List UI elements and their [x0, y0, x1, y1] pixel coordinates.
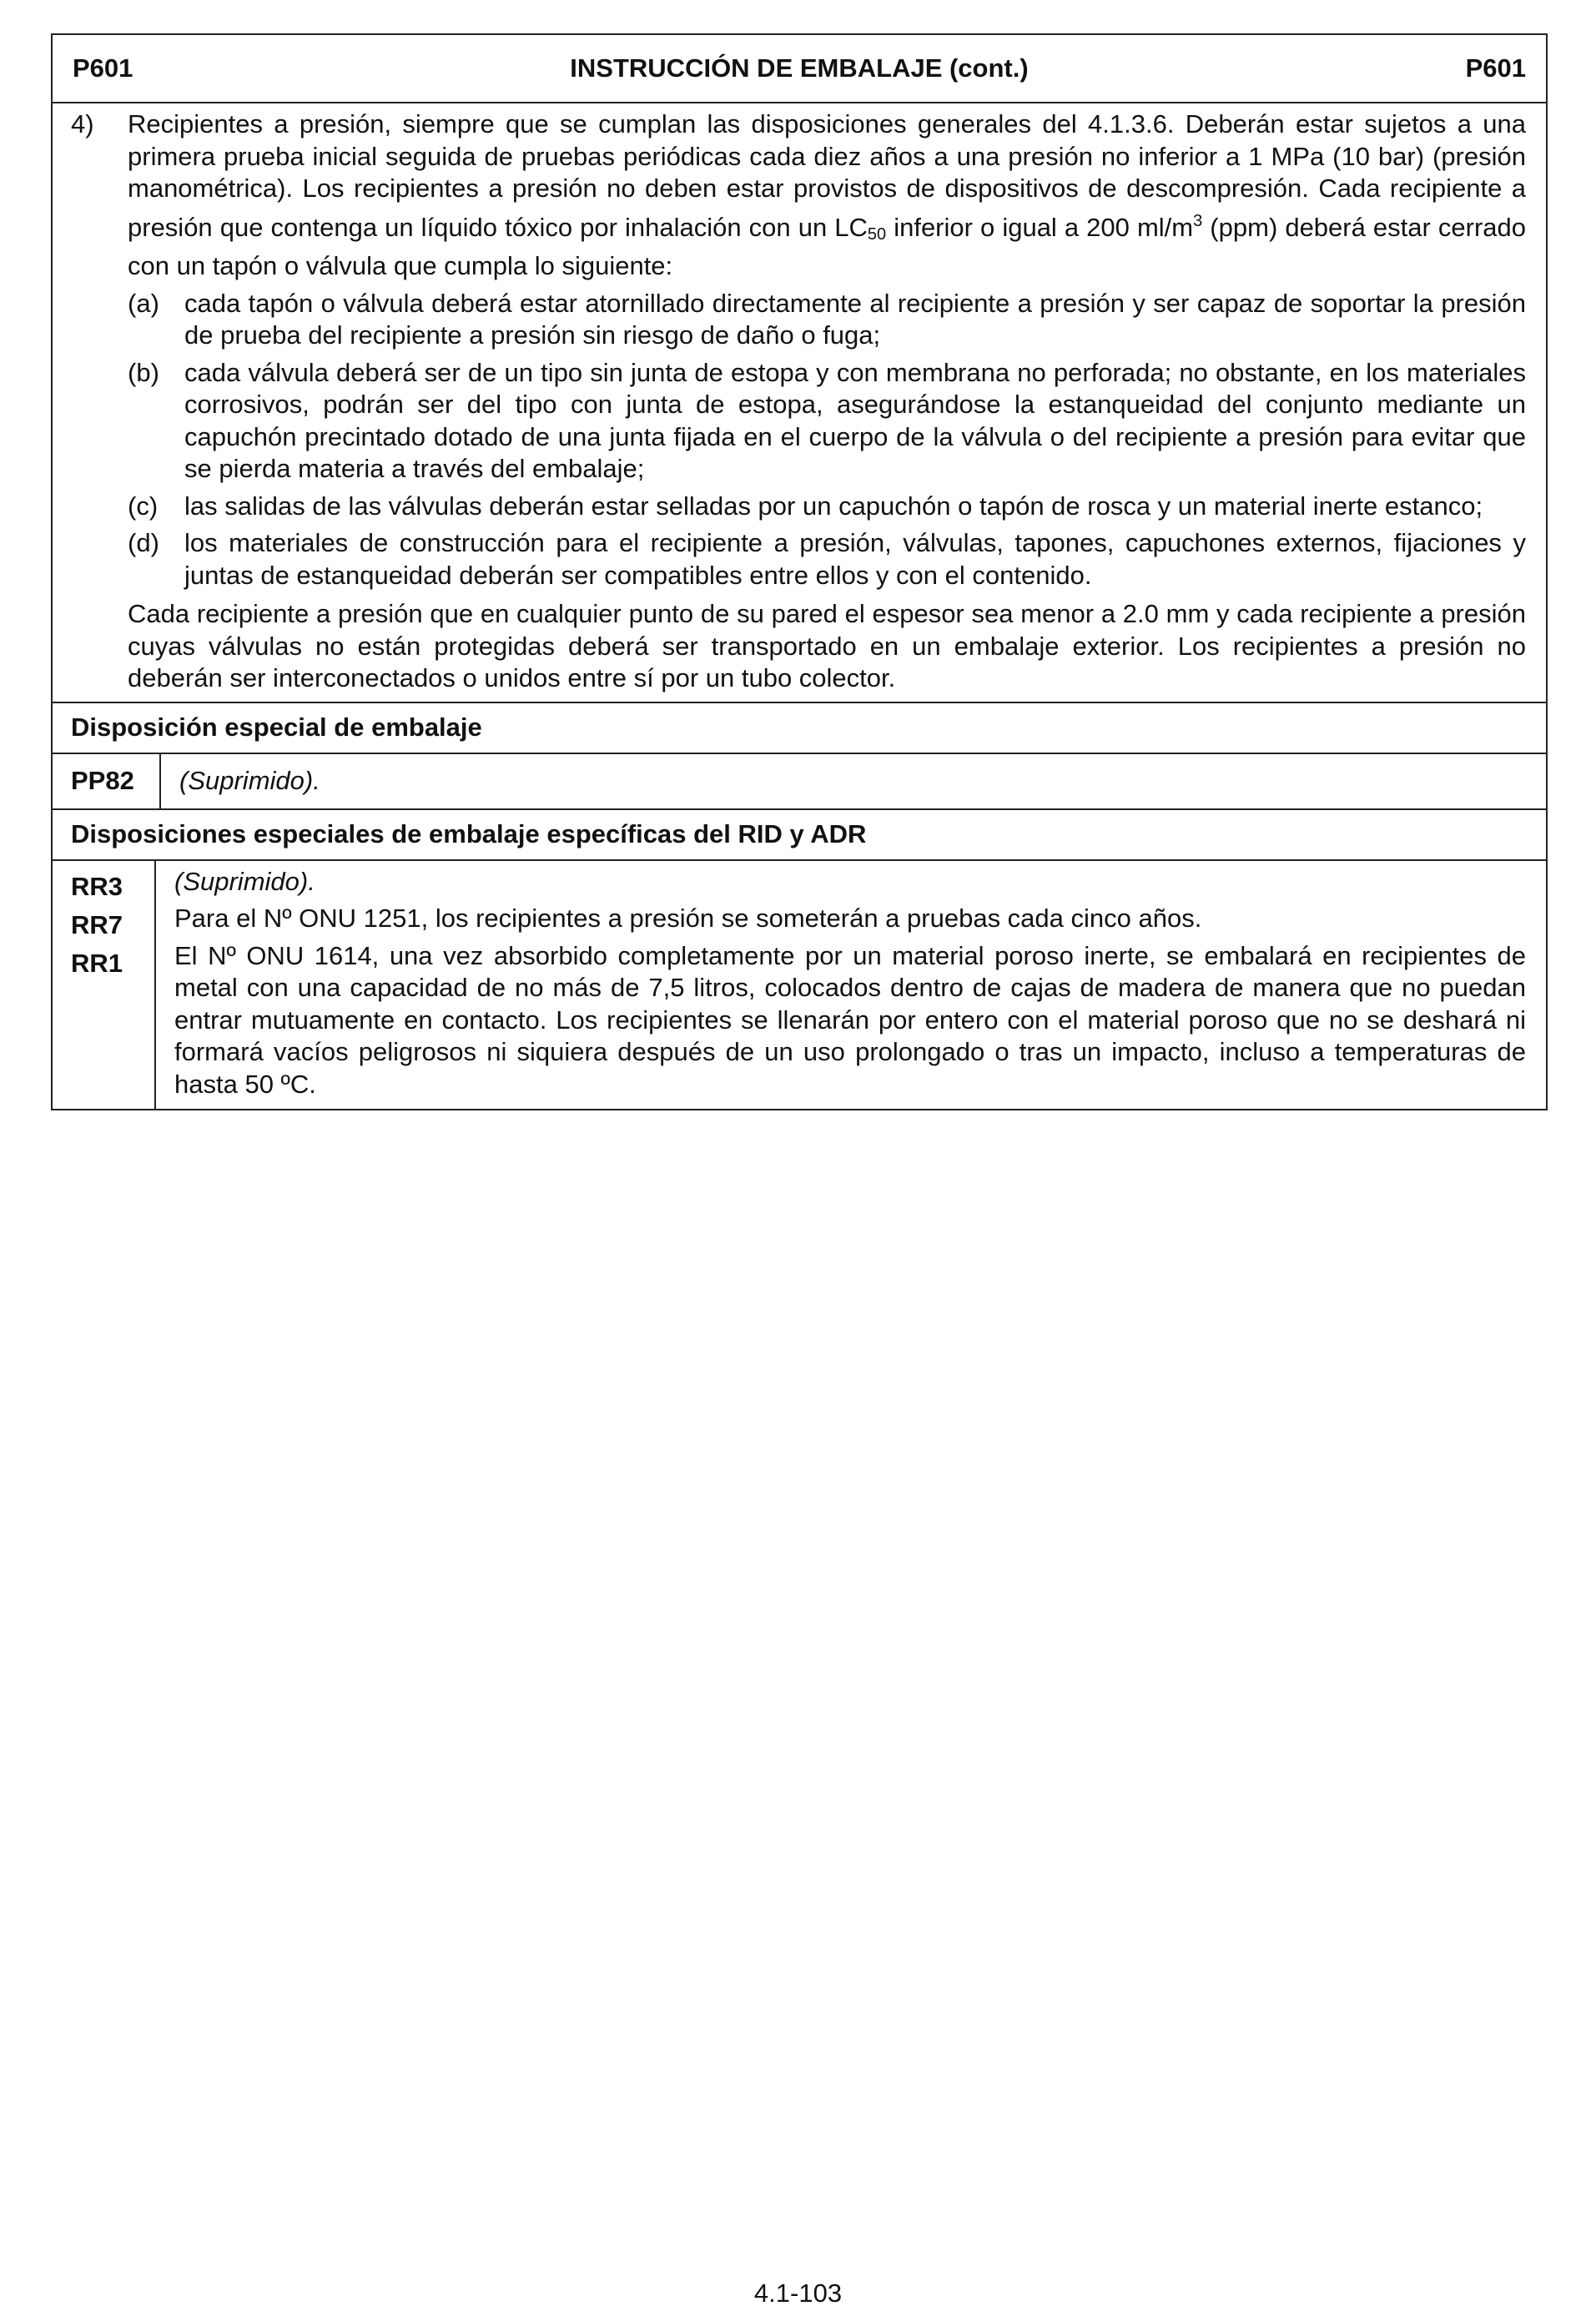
list-item: (b) cada válvula deberá ser de un tipo sin junta de estopa y con membrana no perforada; no obstante, en los materiales corrosivos, podrán ser del tipo con junta de estopa, asegurándose la estanqueidad del conjunto mediante un capuchón precintado dotado de una junta fijada en el cuerpo de la válvula o del recipiente a presión para evitar que se pierda materia a través del embalaje; [128, 357, 1526, 483]
rr1-text: El Nº ONU 1614, una vez absorbido completamente por un material poroso inerte, se embalará en recipientes de metal con una capacidad de no más de 7,5 litros, colocados dentro de cajas de madera de manera que no puedan entrar mutuamente en contacto. Los recipientes se llenarán por entero con el material poroso que no se deshará ni formará vacíos peligrosos ni siquiera después de un uso prolongado o tras un impacto, incluso a temperaturas de hasta 50 ºC. [174, 940, 1526, 1099]
pp82-text: (Suprimido). [179, 766, 320, 795]
pp82-code: PP82 [53, 754, 161, 808]
item-4-note: Cada recipiente a presión que en cualquier punto de su pared el espesor sea menor a 2.0 mm y cada recipiente a presión cuyas válvulas no están protegidas deberá ser transportado en un embalaje exterior. Los recipientes a presión no deberán ser interconectados o unidos entre sí por un tubo colector. [128, 599, 1526, 692]
rid-adr-heading: Disposiciones especiales de embalaje específicas del RID y ADR [53, 810, 1546, 861]
rr1-code: RR1 [71, 948, 123, 978]
list-item: (c) las salidas de las válvulas deberán estar selladas por un capuchón o tapón de rosca y un material inerte estanco; [128, 491, 1483, 521]
page-number: 4.1-103 [753, 2278, 843, 2308]
item-4-text: Recipientes a presión, siempre que se cumplan las disposiciones generales del 4.1.3.6. Deberán estar sujetos a una primera prueba inicial seguida de pruebas periódicas cada diez años a una presión no inferior a 1 MPa (10 bar) (presión manométrica). Los recipientes a presión no deben estar provistos de dispositivos de descompresión. Cada recipiente a presión que contenga un líquido tóxico por inhalación con un $LC_{50}$ inferior o igual a 200 $ml/m^3$ (ppm) deberá estar cerrado con un tapón o válvula que cumpla lo siguiente: [128, 109, 1526, 280]
pp82-row [53, 754, 1546, 810]
header-title: INSTRUCCIÓN DE EMBALAJE (cont.) [570, 53, 1029, 83]
table-header [53, 35, 1546, 103]
rr-codes-column [53, 861, 156, 1110]
item-4 [71, 108, 1526, 695]
rr7-text: Para el Nº ONU 1251, los recipientes a presión se someterán a pruebas cada cinco años. [174, 904, 1202, 933]
rr-provisions-row [53, 861, 1546, 1110]
packing-instruction-table [51, 33, 1548, 1110]
list-item: (d) los materiales de construcción para el recipiente a presión, válvulas, tapones, capuchones externos, fijaciones y juntas de estanqueidad deberán ser compatibles entre ellos y con el contenido. [128, 528, 1526, 590]
rr7-code: RR7 [71, 909, 123, 939]
item-4-number: 4) [71, 109, 94, 138]
header-code-right: P601 [1465, 53, 1526, 83]
header-code-left: P601 [73, 53, 133, 83]
rr3-code: RR3 [71, 871, 123, 901]
rr-texts-column [156, 861, 1546, 1110]
special-provision-heading: Disposición especial de embalaje [53, 703, 1546, 754]
item-4-subitems [128, 288, 1526, 592]
item-4-section [53, 103, 1546, 703]
list-item: (a) cada tapón o válvula deberá estar atornillado directamente al recipiente a presión y ser capaz de soportar la presión de prueba del recipiente a presión sin riesgo de daño o fuga; [128, 288, 1526, 350]
rr3-text: (Suprimido). [174, 866, 315, 896]
